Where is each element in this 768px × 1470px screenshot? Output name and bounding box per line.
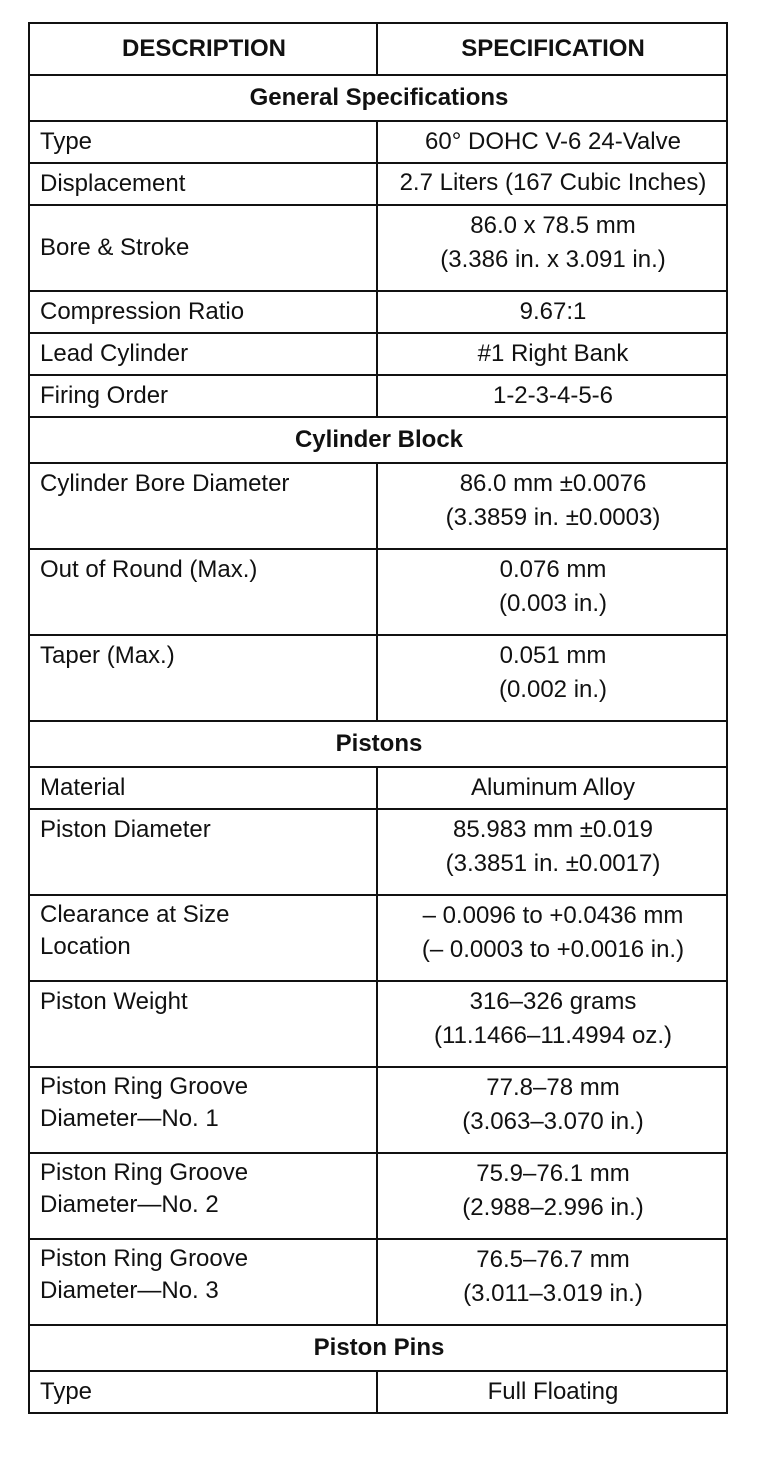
spec-bore-diameter-metric: 86.0 mm ±0.0076 xyxy=(459,470,647,497)
spec-piston-weight xyxy=(377,981,727,1067)
desc-groove-1-line1: Piston Ring Groove xyxy=(40,1073,249,1100)
desc-groove-2-line1: Piston Ring Groove xyxy=(40,1159,249,1186)
spec-clearance xyxy=(377,895,727,981)
desc-groove-3 xyxy=(29,1239,377,1325)
table-header-row xyxy=(29,23,727,75)
desc-material: Material xyxy=(29,767,377,809)
table-row xyxy=(29,1239,727,1325)
spec-bore-diameter xyxy=(377,463,727,549)
table-row xyxy=(29,895,727,981)
spec-groove-2 xyxy=(377,1153,727,1239)
table-row xyxy=(29,463,727,549)
section-title-general: General Specifications xyxy=(29,75,727,121)
section-row xyxy=(29,1325,727,1371)
table-row xyxy=(29,549,727,635)
desc-groove-1 xyxy=(29,1067,377,1153)
spec-taper-metric: 0.051 mm xyxy=(499,642,607,669)
desc-type: Type xyxy=(29,121,377,163)
table-row xyxy=(29,333,727,375)
spec-piston-weight-metric: 316–326 grams xyxy=(469,988,637,1015)
desc-lead-cylinder: Lead Cylinder xyxy=(29,333,377,375)
desc-groove-3-line2: Diameter—No. 3 xyxy=(40,1277,219,1304)
table-row xyxy=(29,809,727,895)
spec-lead-cylinder: #1 Right Bank xyxy=(377,333,727,375)
section-row xyxy=(29,75,727,121)
spec-type: 60° DOHC V-6 24-Valve xyxy=(377,121,727,163)
section-title-pistons: Pistons xyxy=(29,721,727,767)
spec-displacement: 2.7 Liters (167 Cubic Inches) xyxy=(377,163,727,205)
table-row xyxy=(29,375,727,417)
section-title-cylinder-block: Cylinder Block xyxy=(29,417,727,463)
header-description: DESCRIPTION xyxy=(29,23,377,75)
spec-groove-2-metric: 75.9–76.1 mm xyxy=(476,1160,630,1187)
desc-out-of-round: Out of Round (Max.) xyxy=(29,549,377,635)
section-row xyxy=(29,721,727,767)
desc-groove-2 xyxy=(29,1153,377,1239)
desc-compression: Compression Ratio xyxy=(29,291,377,333)
spec-piston-diameter-metric: 85.983 mm ±0.019 xyxy=(453,816,653,843)
spec-out-of-round-metric: 0.076 mm xyxy=(499,556,607,583)
table-row xyxy=(29,205,727,291)
spec-bore-stroke-metric: 86.0 x 78.5 mm xyxy=(470,212,636,239)
table-row xyxy=(29,981,727,1067)
spec-material: Aluminum Alloy xyxy=(377,767,727,809)
spec-firing-order: 1-2-3-4-5-6 xyxy=(377,375,727,417)
desc-piston-weight: Piston Weight xyxy=(29,981,377,1067)
table-row xyxy=(29,635,727,721)
table-row xyxy=(29,1067,727,1153)
spec-groove-2-imperial: (2.988–2.996 in.) xyxy=(462,1194,644,1221)
desc-clearance-line2: Location xyxy=(40,933,131,960)
table-row xyxy=(29,767,727,809)
spec-groove-3 xyxy=(377,1239,727,1325)
section-row xyxy=(29,417,727,463)
desc-displacement: Displacement xyxy=(29,163,377,205)
spec-piston-weight-imperial: (11.1466–11.4994 oz.) xyxy=(434,1022,672,1049)
spec-out-of-round xyxy=(377,549,727,635)
spec-groove-1-metric: 77.8–78 mm xyxy=(486,1074,620,1101)
desc-firing-order: Firing Order xyxy=(29,375,377,417)
spec-clearance-metric: – 0.0096 to +0.0436 mm xyxy=(422,902,684,929)
desc-bore-diameter: Cylinder Bore Diameter xyxy=(29,463,377,549)
spec-groove-3-imperial: (3.011–3.019 in.) xyxy=(463,1280,643,1307)
table-row xyxy=(29,291,727,333)
desc-groove-3-line1: Piston Ring Groove xyxy=(40,1245,249,1272)
desc-groove-2-line2: Diameter—No. 2 xyxy=(40,1191,219,1218)
spec-out-of-round-imperial: (0.003 in.) xyxy=(498,590,608,617)
spec-pin-type: Full Floating xyxy=(377,1371,727,1413)
spec-taper xyxy=(377,635,727,721)
spec-bore-stroke-imperial: (3.386 in. x 3.091 in.) xyxy=(440,246,666,273)
table-row xyxy=(29,1153,727,1239)
table-row xyxy=(29,1371,727,1413)
spec-piston-diameter xyxy=(377,809,727,895)
spec-clearance-imperial: (– 0.0003 to +0.0016 in.) xyxy=(421,936,685,963)
spec-groove-1 xyxy=(377,1067,727,1153)
desc-taper: Taper (Max.) xyxy=(29,635,377,721)
desc-pin-type: Type xyxy=(29,1371,377,1413)
spec-bore-diameter-imperial: (3.3859 in. ±0.0003) xyxy=(445,504,661,531)
spec-table xyxy=(28,22,728,1414)
desc-clearance xyxy=(29,895,377,981)
table-row xyxy=(29,163,727,205)
spec-bore-stroke xyxy=(377,205,727,291)
section-title-piston-pins: Piston Pins xyxy=(29,1325,727,1371)
desc-groove-1-line2: Diameter—No. 1 xyxy=(40,1105,219,1132)
spec-taper-imperial: (0.002 in.) xyxy=(498,676,608,703)
desc-piston-diameter: Piston Diameter xyxy=(29,809,377,895)
spec-piston-diameter-imperial: (3.3851 in. ±0.0017) xyxy=(445,850,661,877)
spec-compression: 9.67:1 xyxy=(377,291,727,333)
spec-groove-3-metric: 76.5–76.7 mm xyxy=(476,1246,630,1273)
desc-bore-stroke: Bore & Stroke xyxy=(29,205,377,291)
table-row xyxy=(29,121,727,163)
header-specification: SPECIFICATION xyxy=(377,23,727,75)
desc-clearance-line1: Clearance at Size xyxy=(40,901,230,928)
spec-groove-1-imperial: (3.063–3.070 in.) xyxy=(462,1108,644,1135)
